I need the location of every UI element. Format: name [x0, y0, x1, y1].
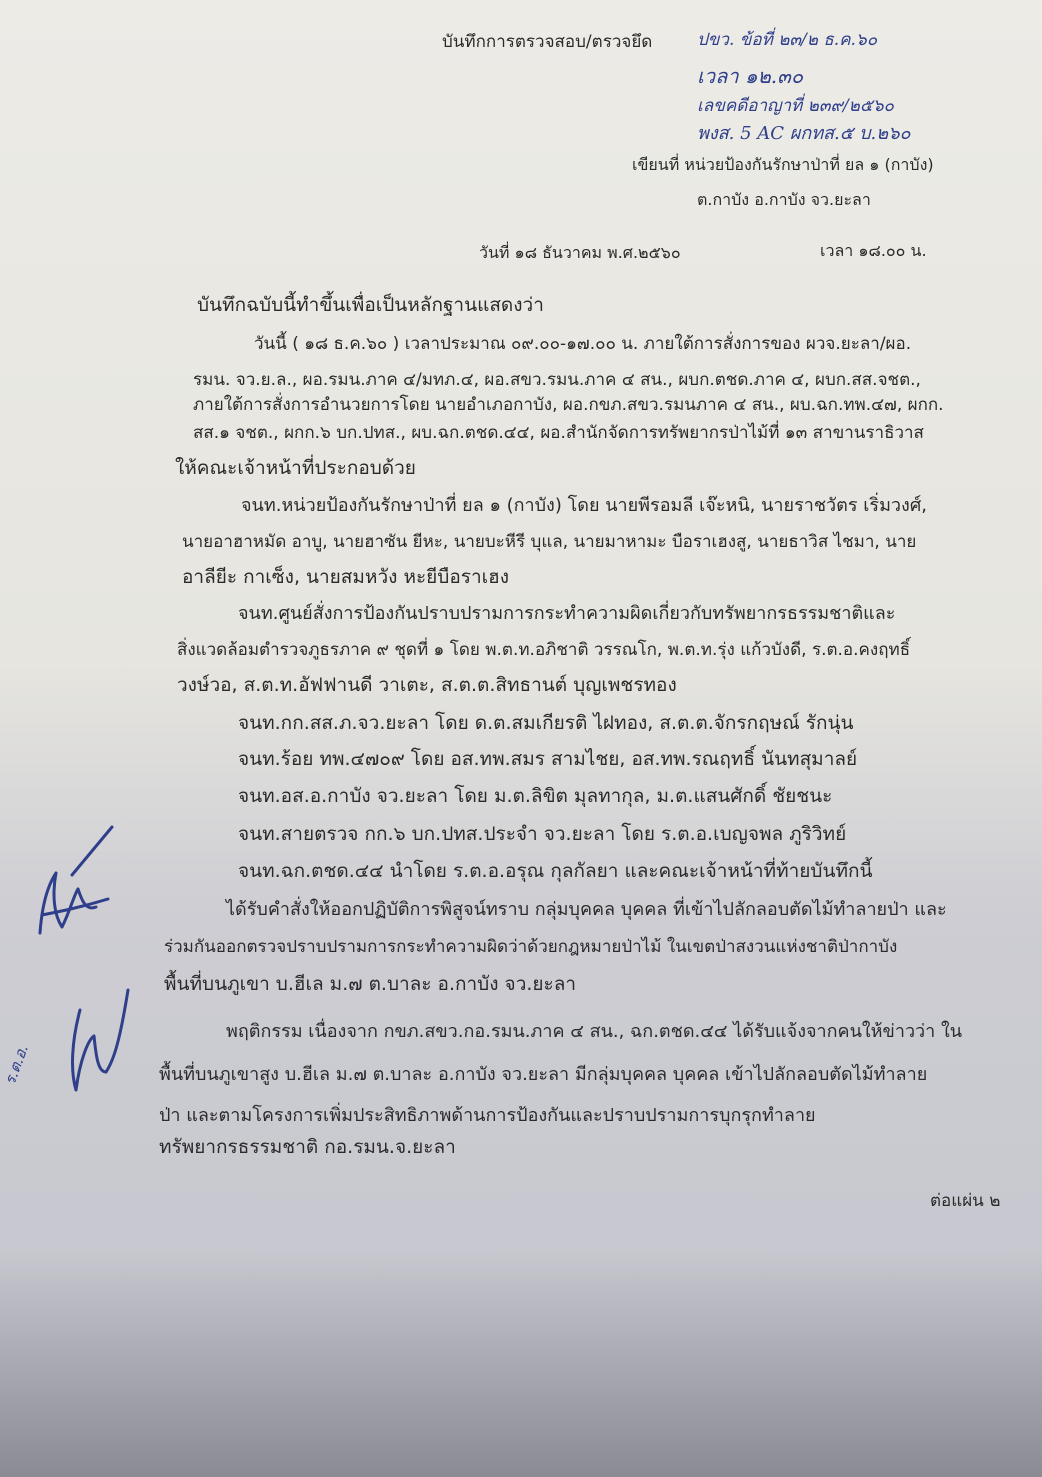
body-line-15: จนท.อส.อ.กาบัง จว.ยะลา โดย ม.ต.ลิขิต มุลทากุล, ม.ต.แสนศักดิ์ ชัยชนะ: [238, 785, 833, 807]
margin-note: ร.ต.อ.: [0, 1042, 32, 1088]
case-number: เลขคดีอาญาที่ ๒๓๙/๒๕๖๐: [697, 96, 894, 116]
body-line-8: นายอาฮาหมัด อาบู, นายฮาซัน ยีหะ, นายบะหีรี บุแล, นายมาหามะ บือราเฮงสู, นายธาวิส ไชมา, นาย: [182, 532, 917, 552]
page-shadow: [0, 1250, 1042, 1477]
body-line-9: อาลียีะ กาเซ็ง, นายสมหวัง หะยีบือราเฮง: [182, 566, 510, 588]
body-line-17: จนท.ฉก.ตชด.๔๔ นำโดย ร.ต.อ.อรุณ กุลกัลยา และคณะเจ้าหน้าที่ท้ายบันทึกนี้: [238, 860, 873, 882]
body-line-11: สิ่งแวดล้อมตำรวจภูธรภาค ๙ ชุดที่ ๑ โดย พ.ต.ท.อภิชาติ วรรณโก, พ.ต.ท.รุ่ง แก้วบังดี, ร.ต.อ.คงฤทธิ์: [177, 640, 911, 660]
body-line-23: ป่า และตามโครงการเพิ่มประสิทธิภาพด้านการป้องกันและปราบปรามการบุกรุกทำลาย: [159, 1105, 816, 1126]
body-line-12: วงษ์วอ, ส.ต.ท.อัฟฟานดี วาเตะ, ส.ต.ต.สิทธานต์ บุญเพชรทอง: [177, 674, 677, 696]
body-line-13: จนท.กก.สส.ภ.จว.ยะลา โดย ด.ต.สมเกียรติ ไฝทอง, ส.ต.ต.จักรกฤษณ์ รักนุ่น: [238, 712, 854, 734]
body-line-5: สส.๑ จชต., ผกก.๖ บก.ปทส., ผบ.ฉก.ตชด.๔๔, ผอ.สำนักจัดการทรัพยากรป่าไม้ที่ ๑๓ สาขานราธิวาส: [193, 423, 924, 443]
location: ต.กาบัง อ.กาบัง จว.ยะลา: [697, 190, 871, 209]
continued-page-note: ต่อแผ่น ๒: [930, 1191, 1001, 1211]
body-line-1: บันทึกฉบับนี้ทำขึ้นเพื่อเป็นหลักฐานแสดงว่า: [197, 294, 544, 316]
evidence-note: พงส. 5 AC ผกทส.๕ บ.๒๖๐: [697, 123, 911, 144]
body-line-16: จนท.สายตรวจ กก.๖ บก.ปทส.ประจำ จว.ยะลา โดย ร.ต.อ.เบญจพล ภูริวิทย์: [238, 823, 847, 845]
signature-2: [10, 980, 140, 1150]
body-line-2: วันนี้ ( ๑๘ ธ.ค.๖๐ ) เวลาประมาณ ๐๙.๐๐-๑๗.๐๐ น. ภายใต้การสั่งการของ ผวจ.ยะลา/ผอ.: [254, 334, 912, 354]
body-line-14: จนท.ร้อย ทพ.๔๗๐๙ โดย อส.ทพ.สมร สามไชย, อส.ทพ.รณฤทธิ์ นันทสุมาลย์: [238, 748, 858, 770]
document-title: บันทึกการตรวจสอบ/ตรวจยึด: [442, 32, 653, 52]
body-line-21: พฤติกรรม เนื่องจาก กขภ.สขว.กอ.รมน.ภาค ๔ สน., ฉก.ตชด.๔๔ ได้รับแจ้งจากคนให้ข่าวว่า ใน: [226, 1021, 963, 1042]
written-at: เขียนที่ หน่วยป้องกันรักษาป่าที่ ยล ๑ (กาบัง): [632, 155, 934, 174]
body-line-7: จนท.หน่วยป้องกันรักษาป่าที่ ยล ๑ (กาบัง) โดย นายพีรอมลี เจ๊ะหนิ, นายราชวัตร เริ่มวงศ์,: [241, 495, 927, 516]
body-line-22: พื้นที่บนภูเขาสูง บ.ฮีเล ม.๗ ต.บาละ อ.กาบัง จว.ยะลา มีกลุ่มบุคคล บุคคล เข้าไปลักลอบตัดไม้ทำลาย: [159, 1064, 928, 1085]
body-line-6: ให้คณะเจ้าหน้าที่ประกอบด้วย: [175, 457, 416, 479]
body-line-10: จนท.ศูนย์สั่งการป้องกันปราบปรามการกระทำความผิดเกี่ยวกับทรัพยากรธรรมชาติและ: [238, 603, 896, 624]
body-line-3: รมน. จว.ย.ล., ผอ.รมน.ภาค ๔/มทภ.๔, ผอ.สขว.รมน.ภาค ๔ สน., ผบก.ตชด.ภาค ๔, ผบก.สส.จชต.,: [193, 370, 921, 390]
body-line-18: ได้รับคำสั่งให้ออกปฏิบัติการพิสูจน์ทราบ กลุ่มบุคคล บุคคล ที่เข้าไปลักลอบตัดไม้ทำลายป่า และ: [226, 899, 947, 920]
body-line-19: ร่วมกันออกตรวจปราบปรามการกระทำความผิดว่าด้วยกฎหมายป่าไม้ ในเขตป่าสงวนแห่งชาติป่ากาบัง: [164, 937, 898, 957]
record-time: เวลา ๑๒.๓๐: [697, 64, 804, 88]
body-line-4: ภายใต้การสั่งการอำนวยการโดย นายอำเภอกาบัง, ผอ.กขภ.สขว.รมนภาค ๔ สน., ผบ.ฉก.ทพ.๔๗, ผกก.: [193, 395, 944, 415]
body-line-20: พื้นที่บนภูเขา บ.ฮีเล ม.๗ ต.บาละ อ.กาบัง จว.ยะลา: [164, 973, 577, 995]
document-date: วันที่ ๑๘ ธันวาคม พ.ศ.๒๕๖๐: [479, 243, 681, 262]
record-number: ปขว. ข้อที่ ๒๓/๒ ธ.ค.๖๐: [697, 30, 878, 50]
body-line-24: ทรัพยากรธรรมชาติ กอ.รมน.จ.ยะลา: [159, 1136, 456, 1158]
signature-1: [12, 815, 132, 965]
document-time: เวลา ๑๘.๐๐ น.: [820, 241, 927, 260]
